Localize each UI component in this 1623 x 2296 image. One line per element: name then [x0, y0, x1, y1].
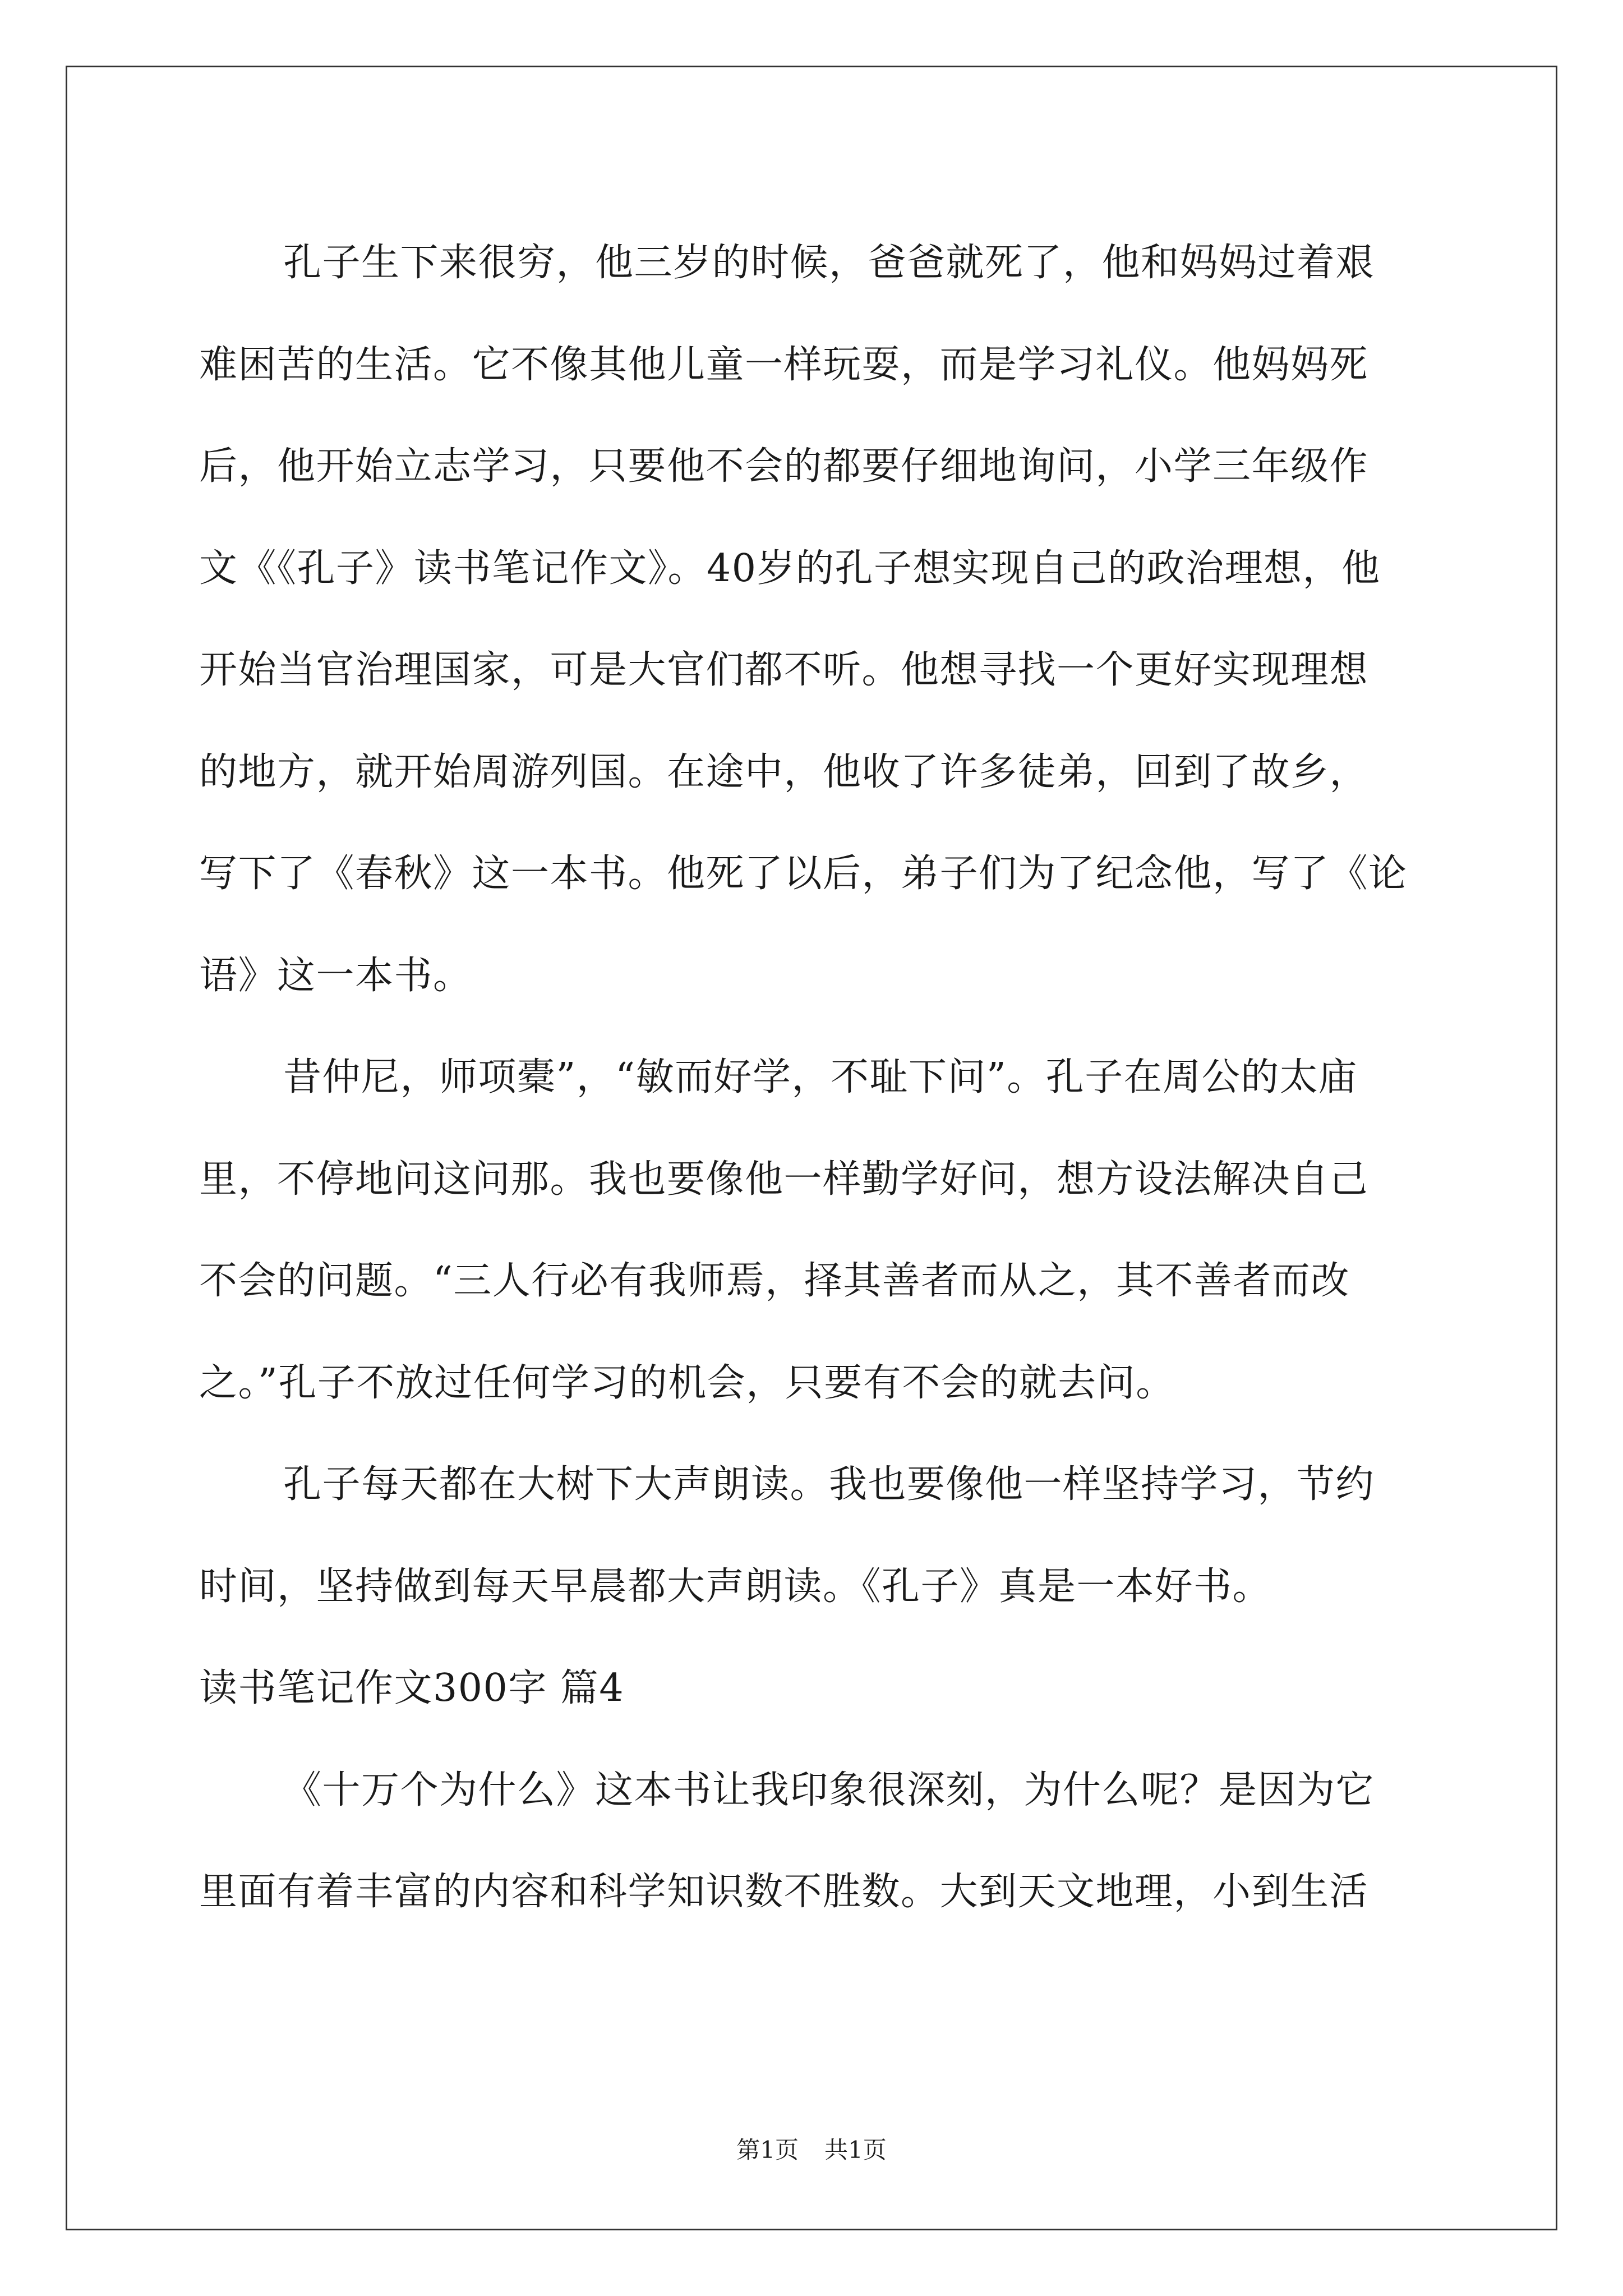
paragraph-line: 难困苦的生活。它不像其他儿童一样玩耍，而是学习礼仪。他妈妈死 — [199, 342, 1369, 387]
paragraph-line: 文《《孔子》读书笔记作文》。40岁的孔子想实现自己的政治理想，他 — [199, 546, 1381, 591]
page-footer — [0, 2132, 1623, 2165]
paragraph-line: 不会的问题。“三人行必有我师焉，择其善者而从之，其不善者而改 — [199, 1259, 1350, 1303]
page-number-current: 第1页 — [736, 2136, 799, 2164]
paragraph-line: 写下了《春秋》这一本书。他死了以后，弟子们为了纪念他，写了《论 — [199, 852, 1408, 896]
paragraph-line: 《十万个为什么》这本书让我印象很深刻，为什么呢？是因为它 — [283, 1768, 1375, 1812]
document-body — [199, 212, 1433, 1943]
paragraph-line: 之。”孔子不放过任何学习的机会，只要有不会的就去问。 — [199, 1360, 1175, 1405]
paragraph-line: 后，他开始立志学习，只要他不会的都要仔细地询问，小学三年级作 — [199, 444, 1369, 489]
paragraph-line: 的地方，就开始周游列国。在途中，他收了许多徒弟，回到了故乡， — [199, 749, 1369, 794]
paragraph-line: 里，不停地问这问那。我也要像他一样勤学好问，想方设法解决自己 — [199, 1157, 1369, 1202]
paragraph-line: 开始当官治理国家，可是大官们都不听。他想寻找一个更好实现理想 — [199, 648, 1369, 692]
paragraph-line: 时间，坚持做到每天早晨都大声朗读。《孔子》真是一本好书。 — [199, 1564, 1272, 1609]
paragraph-line: 语》这一本书。 — [199, 953, 472, 998]
paragraph-line: 孔子每天都在大树下大声朗读。我也要像他一样坚持学习，节约 — [283, 1462, 1375, 1507]
section-heading: 读书笔记作文300字 篇4 — [199, 1666, 625, 1710]
paragraph-line: 昔仲尼，师项橐”，“敏而好学，不耻下问”。孔子在周公的太庙 — [283, 1055, 1358, 1099]
paragraph-line: 孔子生下来很穷，他三岁的时候，爸爸就死了，他和妈妈过着艰 — [283, 241, 1375, 285]
paragraph-line: 里面有着丰富的内容和科学知识数不胜数。大到天文地理，小到生活 — [199, 1870, 1369, 1914]
page-number-total: 共1页 — [824, 2136, 887, 2164]
